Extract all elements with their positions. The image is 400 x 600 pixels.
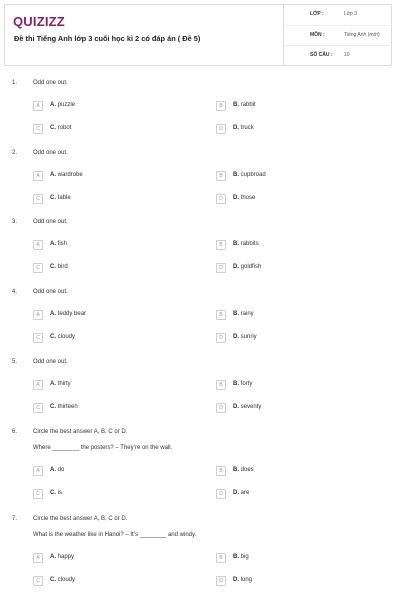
option-prefix: A.: [50, 467, 56, 473]
option-text: [50, 490, 62, 496]
answer-option-d[interactable]: [216, 124, 376, 134]
question-number: 6.: [12, 429, 18, 435]
option-letter-box: D: [216, 489, 226, 499]
meta-class-value: Lớp 3: [344, 11, 358, 17]
option-letter-box: A: [33, 240, 43, 250]
option-label: forty: [240, 381, 253, 387]
question-text: Circle the best answer A, B, C or D.: [33, 429, 128, 435]
answer-option-a[interactable]: [33, 466, 193, 476]
meta-count-key: SỐ CÂU :: [310, 52, 333, 58]
option-letter-box: A: [33, 101, 43, 111]
option-label: big: [240, 554, 249, 560]
option-label: bird: [57, 264, 68, 270]
option-text: [233, 577, 252, 583]
option-letter-box: C: [33, 263, 43, 273]
answer-option-b[interactable]: [216, 101, 376, 111]
option-text: [233, 490, 249, 496]
answer-option-b[interactable]: [216, 240, 376, 250]
option-prefix: C.: [50, 490, 56, 496]
option-label: teddy bear: [57, 311, 87, 317]
meta-class-key: LỚP :: [310, 11, 324, 17]
question-number: 2.: [12, 150, 18, 156]
option-text: [50, 334, 75, 340]
answer-option-c[interactable]: [33, 489, 193, 499]
meta-subject-key: MÔN :: [310, 32, 325, 38]
option-label: truck: [240, 125, 254, 131]
option-label: rabbits: [240, 241, 259, 247]
answer-option-a[interactable]: [33, 240, 193, 250]
option-text: [50, 125, 71, 131]
meta-class: [284, 5, 392, 25]
answer-option-c[interactable]: [33, 124, 193, 134]
option-prefix: D.: [233, 404, 239, 410]
option-text: [233, 102, 256, 108]
option-label: cloudy: [57, 334, 76, 340]
answer-option-b[interactable]: [216, 171, 376, 181]
option-label: those: [240, 195, 256, 201]
answer-option-d[interactable]: [216, 403, 376, 413]
option-label: sunny: [240, 334, 257, 340]
question-text: Circle the best answer A, B, C or D.: [33, 516, 128, 522]
answer-option-a[interactable]: [33, 310, 193, 320]
option-letter-box: D: [216, 194, 226, 204]
option-letter-box: A: [33, 310, 43, 320]
option-label: fish: [57, 241, 68, 247]
quiz-header: [4, 4, 392, 66]
option-text: [50, 467, 64, 473]
option-prefix: B.: [233, 172, 239, 178]
option-letter-box: D: [216, 333, 226, 343]
answer-option-d[interactable]: [216, 194, 376, 204]
answer-option-c[interactable]: [33, 333, 193, 343]
question-number: 7.: [12, 516, 18, 522]
option-letter-box: A: [33, 380, 43, 390]
option-letter-box: C: [33, 333, 43, 343]
option-letter-box: B: [216, 553, 226, 563]
option-label: goldfish: [240, 264, 262, 270]
option-label: seventy: [240, 404, 262, 410]
option-label: rabbit: [240, 102, 256, 108]
question-number: 4.: [12, 289, 18, 295]
option-letter-box: C: [33, 403, 43, 413]
option-text: [233, 172, 266, 178]
option-prefix: C.: [50, 264, 56, 270]
question-text: Odd one out.: [33, 289, 68, 295]
option-text: [233, 125, 254, 131]
answer-option-c[interactable]: [33, 403, 193, 413]
option-letter-box: B: [216, 101, 226, 111]
option-letter-box: D: [216, 403, 226, 413]
option-prefix: B.: [233, 311, 239, 317]
option-letter-box: B: [216, 240, 226, 250]
option-text: [233, 381, 252, 387]
option-text: [50, 404, 78, 410]
answer-option-a[interactable]: [33, 553, 193, 563]
option-prefix: B.: [233, 467, 239, 473]
answer-option-b[interactable]: [216, 380, 376, 390]
option-prefix: C.: [50, 334, 56, 340]
option-prefix: D.: [233, 125, 239, 131]
question-text: Odd one out.: [33, 150, 68, 156]
option-prefix: D.: [233, 195, 239, 201]
document-title: Đề thi Tiếng Anh lớp 3 cuối học kì 2 có đáp án ( Đề 5): [14, 34, 201, 43]
option-label: thirteen: [57, 404, 78, 410]
option-letter-box: B: [216, 310, 226, 320]
question-number: 1.: [12, 80, 18, 86]
option-prefix: C.: [50, 125, 56, 131]
option-letter-box: D: [216, 263, 226, 273]
option-prefix: A.: [50, 241, 56, 247]
option-text: [233, 311, 254, 317]
option-text: [50, 577, 75, 583]
meta-count-value: 10: [344, 52, 350, 58]
answer-option-d[interactable]: [216, 489, 376, 499]
option-text: [50, 172, 83, 178]
answer-option-b[interactable]: [216, 310, 376, 320]
option-prefix: B.: [233, 381, 239, 387]
answer-option-b[interactable]: [216, 466, 376, 476]
option-text: [233, 264, 261, 270]
option-label: is: [57, 490, 63, 496]
answer-option-d[interactable]: [216, 576, 376, 586]
option-text: [50, 241, 67, 247]
quiz-meta: [283, 5, 392, 65]
meta-subject: [284, 25, 392, 46]
option-label: wardrobe: [57, 172, 83, 178]
option-prefix: D.: [233, 264, 239, 270]
answer-option-d[interactable]: [216, 263, 376, 273]
question-number: 3.: [12, 219, 18, 225]
option-label: do: [57, 467, 65, 473]
meta-count: [284, 45, 392, 66]
option-prefix: D.: [233, 334, 239, 340]
option-text: [50, 195, 71, 201]
option-prefix: C.: [50, 195, 56, 201]
option-prefix: D.: [233, 577, 239, 583]
option-text: [50, 381, 71, 387]
option-text: [50, 311, 86, 317]
question-sentence: Where ________ the posters? – They’re on the wall.: [33, 445, 173, 451]
answer-option-c[interactable]: [33, 576, 193, 586]
question-text: Odd one out.: [33, 359, 68, 365]
option-label: rainy: [240, 311, 254, 317]
meta-subject-value: Tiếng Anh (mới): [344, 32, 380, 38]
option-letter-box: C: [33, 489, 43, 499]
option-text: [50, 264, 68, 270]
option-letter-box: C: [33, 124, 43, 134]
option-text: [50, 102, 75, 108]
option-letter-box: A: [33, 553, 43, 563]
option-letter-box: D: [216, 576, 226, 586]
option-letter-box: C: [33, 576, 43, 586]
answer-option-b[interactable]: [216, 553, 376, 563]
option-letter-box: B: [216, 380, 226, 390]
option-label: cupbroad: [240, 172, 266, 178]
option-label: does: [240, 467, 254, 473]
option-prefix: A.: [50, 381, 56, 387]
option-label: thirty: [57, 381, 71, 387]
option-prefix: C.: [50, 577, 56, 583]
option-text: [233, 404, 261, 410]
answer-option-d[interactable]: [216, 333, 376, 343]
option-text: [233, 467, 254, 473]
option-prefix: A.: [50, 554, 56, 560]
option-text: [233, 554, 249, 560]
option-letter-box: A: [33, 171, 43, 181]
option-label: table: [57, 195, 71, 201]
answer-option-a[interactable]: [33, 380, 193, 390]
question-number: 5.: [12, 359, 18, 365]
option-text: [233, 241, 259, 247]
answer-option-a[interactable]: [33, 101, 193, 111]
option-label: are: [240, 490, 250, 496]
option-text: [50, 554, 74, 560]
answer-option-c[interactable]: [33, 194, 193, 204]
option-label: happy: [57, 554, 75, 560]
answer-option-a[interactable]: [33, 171, 193, 181]
option-label: robot: [57, 125, 72, 131]
option-letter-box: B: [216, 466, 226, 476]
option-text: [233, 334, 257, 340]
answer-option-c[interactable]: [33, 263, 193, 273]
option-prefix: A.: [50, 311, 56, 317]
option-prefix: B.: [233, 554, 239, 560]
option-prefix: A.: [50, 102, 56, 108]
option-prefix: B.: [233, 102, 239, 108]
option-letter-box: D: [216, 124, 226, 134]
option-label: puzzle: [57, 102, 76, 108]
option-text: [233, 195, 255, 201]
option-prefix: A.: [50, 172, 56, 178]
option-letter-box: C: [33, 194, 43, 204]
option-letter-box: A: [33, 466, 43, 476]
option-prefix: B.: [233, 241, 239, 247]
question-sentence: What is the weather like in Hanoi? – It’s ________ and windy.: [33, 532, 197, 538]
option-prefix: C.: [50, 404, 56, 410]
question-text: Odd one out.: [33, 219, 68, 225]
question-text: Odd one out.: [33, 80, 68, 86]
option-letter-box: B: [216, 171, 226, 181]
option-prefix: D.: [233, 490, 239, 496]
option-label: long: [240, 577, 253, 583]
option-label: cloudy: [57, 577, 76, 583]
quizizz-logo: QUIZIZZ: [13, 14, 65, 29]
